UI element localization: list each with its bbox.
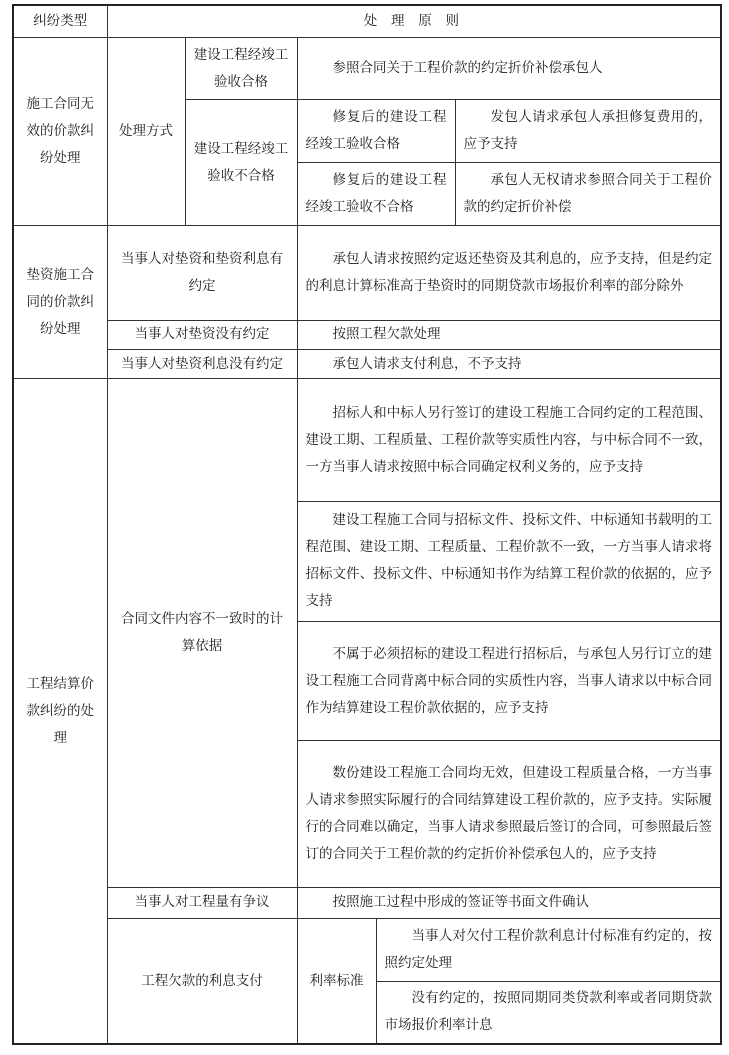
rate-none-text: 没有约定的，按照同期同类贷款利率或者同期贷款市场报价利率计息	[376, 981, 721, 1044]
qualified-label: 建设工程经竣工验收合格	[185, 37, 297, 100]
settlement-rule-4: 数份建设工程施工合同均无效，但建设工程质量合格，一方当事人请求参照实际履行的合同结算建设工程价款的，应予支持。实际履行的合同难以确定，当事人请求参照最后签订的合同，可参照最后签订的合同关于工程价款的约定折价补偿承包人的，应予支持	[297, 741, 721, 888]
handling-method-label: 处理方式	[107, 37, 185, 225]
table-row	[13, 887, 721, 918]
arrears-interest-label: 工程欠款的利息支付	[107, 919, 297, 1044]
repaired-qualified-label: 修复后的建设工程经竣工验收合格	[297, 100, 455, 163]
header-dispute-type: 纠纷类型	[13, 5, 107, 37]
qualified-text: 参照合同关于工程价款的约定折价补偿承包人	[297, 37, 721, 100]
advance-agreed-text: 承包人请求按照约定返还垫资及其利息的，应予支持，但是约定的利息计算标准高于垫资时的同期贷款市场报价利率的部分除外	[297, 225, 721, 320]
inconsistent-basis-label: 合同文件内容不一致时的计算依据	[107, 379, 297, 887]
advance-no-agreement-text: 按照工程欠款处理	[297, 320, 721, 349]
category-settlement: 工程结算价款纠纷的处理	[13, 379, 107, 1044]
header-principle: 处 理 原 则	[107, 5, 721, 37]
repaired-unqualified-label: 修复后的建设工程经竣工验收不合格	[297, 163, 455, 226]
advance-no-agreement-label: 当事人对垫资没有约定	[107, 320, 297, 349]
advance-no-interest-label: 当事人对垫资利息没有约定	[107, 350, 297, 379]
header-row	[13, 5, 721, 37]
settlement-rule-2: 建设工程施工合同与招标文件、投标文件、中标通知书载明的工程范围、建设工期、工程质量、工程价款不一致，一方当事人请求将招标文件、投标文件、中标通知书作为结算工程价款的依据的，应予支持	[297, 501, 721, 621]
table-row	[13, 225, 721, 320]
table-row	[13, 350, 721, 379]
quantity-dispute-label: 当事人对工程量有争议	[107, 887, 297, 918]
unqualified-label: 建设工程经竣工验收不合格	[185, 100, 297, 225]
settlement-rule-1: 招标人和中标人另行签订的建设工程施工合同约定的工程范围、建设工期、工程质量、工程价款等实质性内容，与中标合同不一致，一方当事人请求按照中标合同确定权利义务的，应予支持	[297, 379, 721, 501]
table-row	[13, 379, 721, 501]
rate-standard-label: 利率标准	[297, 919, 376, 1044]
table-row	[13, 37, 721, 100]
table-row	[13, 320, 721, 349]
category-invalid-contract: 施工合同无效的价款纠纷处理	[13, 37, 107, 225]
dispute-handling-table	[12, 4, 722, 1045]
table-row	[13, 919, 721, 982]
settlement-rule-3: 不属于必须招标的建设工程进行招标后，与承包人另行订立的建设工程施工合同背离中标合同的实质性内容，当事人请求以中标合同作为结算建设工程价款依据的，应予支持	[297, 621, 721, 740]
category-advance-funding: 垫资施工合同的价款纠纷处理	[13, 225, 107, 379]
quantity-dispute-text: 按照施工过程中形成的签证等书面文件确认	[297, 887, 721, 918]
rate-agreed-text: 当事人对欠付工程价款利息计付标准有约定的，按照约定处理	[376, 919, 721, 982]
advance-no-interest-text: 承包人请求支付利息，不予支持	[297, 350, 721, 379]
advance-agreed-label: 当事人对垫资和垫资利息有约定	[107, 225, 297, 320]
repaired-qualified-text: 发包人请求承包人承担修复费用的，应予支持	[455, 100, 721, 163]
repaired-unqualified-text: 承包人无权请求参照合同关于工程价款的约定折价补偿	[455, 163, 721, 226]
